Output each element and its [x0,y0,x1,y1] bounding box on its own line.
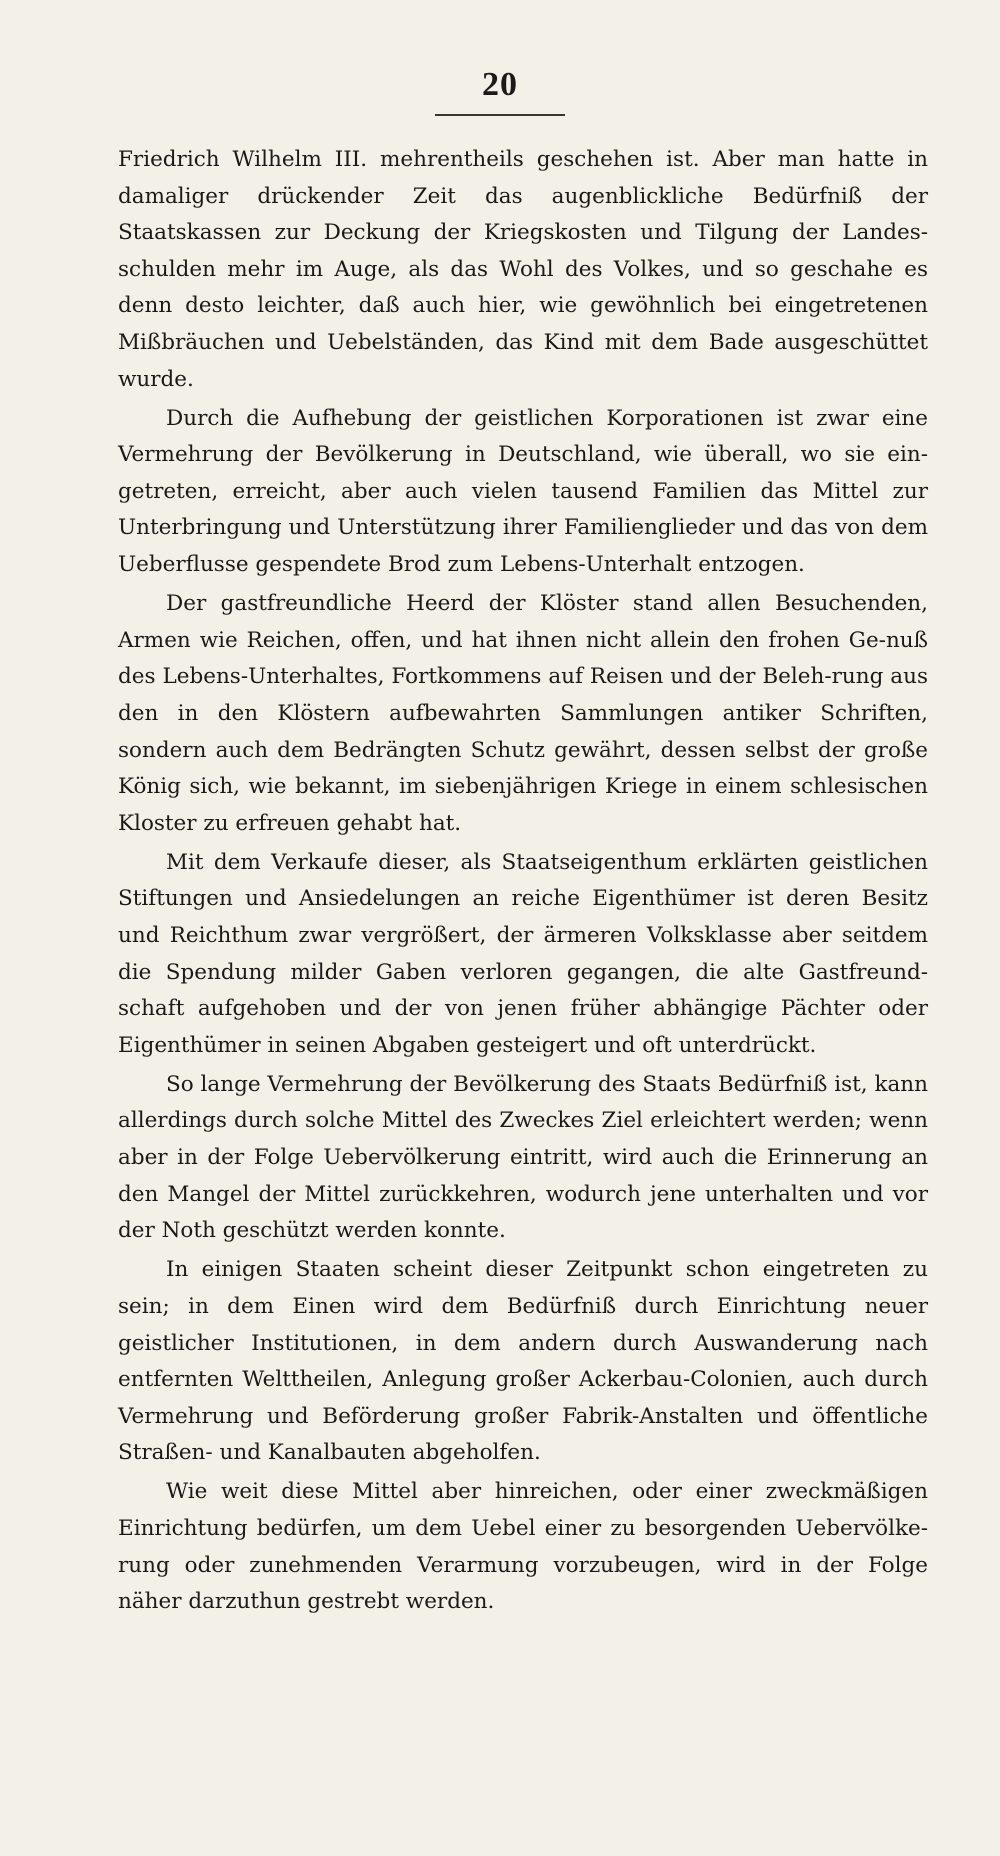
page-number: 20 [482,66,518,103]
paragraph-6: In einigen Staaten scheint dieser Zeitpunkt schon eingetreten zu sein; in dem Einen wird dem Bedürfniß durch Einrichtung neuer geistlicher Institutionen, in dem andern durch Auswanderung nach entfernten Welttheilen, Anlegung großer Ackerbau-Colonien, auch durch Vermehrung und Beförderung großer Fabrik-Anstalten und öffentliche Straßen- und Kanalbauten abgeholfen. [118,1257,928,1466]
paragraph-2: Durch die Aufhebung der geistlichen Korporationen ist zwar eine Vermehrung der Bevölkerung in Deutschland, wie überall, wo sie ein-getreten, erreicht, aber auch vielen tausend Familien das Mittel zur Unterbringung und Unterstützung ihrer Familienglieder und das von dem Ueberflusse gespendete Brod zum Lebens-Unterhalt entzogen. [118,405,928,578]
header-rule [435,114,565,116]
paragraph-5: So lange Vermehrung der Bevölkerung des Staats Bedürfniß ist, kann allerdings durch solche Mittel des Zweckes Ziel erleichtert werden; wenn aber in der Folge Uebervölkerung eintritt, wird auch die Erinnerung an den Mangel der Mittel zurückkehren, wodurch jene unterhalten und vor der Noth geschützt werden konnte. [118,1071,928,1244]
body-text [118,142,928,1623]
paragraph-4: Mit dem Verkaufe dieser, als Staatseigenthum erklärten geistlichen Stiftungen und Ansiedelungen an reiche Eigenthümer ist deren Besitz und Reichthum zwar vergrößert, der ärmeren Volksklasse aber seitdem die Spendung milder Gaben verloren gegangen, die alte Gastfreund-schaft aufgehoben und der von jenen früher abhängige Pächter oder Eigenthümer in seinen Abgaben gesteigert und oft unterdrückt. [118,849,928,1058]
paragraph-7: Wie weit diese Mittel aber hinreichen, oder einer zweckmäßigen Einrichtung bedürfen, um dem Uebel einer zu besorgenden Uebervölke-rung oder zunehmenden Verarmung vorzubeugen, wird in der Folge näher darzuthun gestrebt werden. [118,1479,928,1615]
paragraph-1: Friedrich Wilhelm III. mehrentheils geschehen ist. Aber man hatte in damaliger drückender Zeit das augenblickliche Bedürfniß der Staatskassen zur Deckung der Kriegskosten und Tilgung der Landes-schulden mehr im Auge, als das Wohl des Volkes, und so geschahe es denn desto leichter, daß auch hier, wie gewöhnlich bei eingetretenen Mißbräuchen und Uebelständen, das Kind mit dem Bade ausgeschüttet wurde. [118,147,928,392]
paragraph-3: Der gastfreundliche Heerd der Klöster stand allen Besuchenden, Armen wie Reichen, offen, und hat ihnen nicht allein den frohen Ge-nuß des Lebens-Unterhaltes, Fortkommens auf Reisen und der Beleh-rung aus den in den Klöstern aufbewahrten Sammlungen antiker Schriften, sondern auch dem Bedrängten Schutz gewährt, dessen selbst der große König sich, wie bekannt, im siebenjährigen Kriege in einem schlesischen Kloster zu erfreuen gehabt hat. [118,591,928,836]
